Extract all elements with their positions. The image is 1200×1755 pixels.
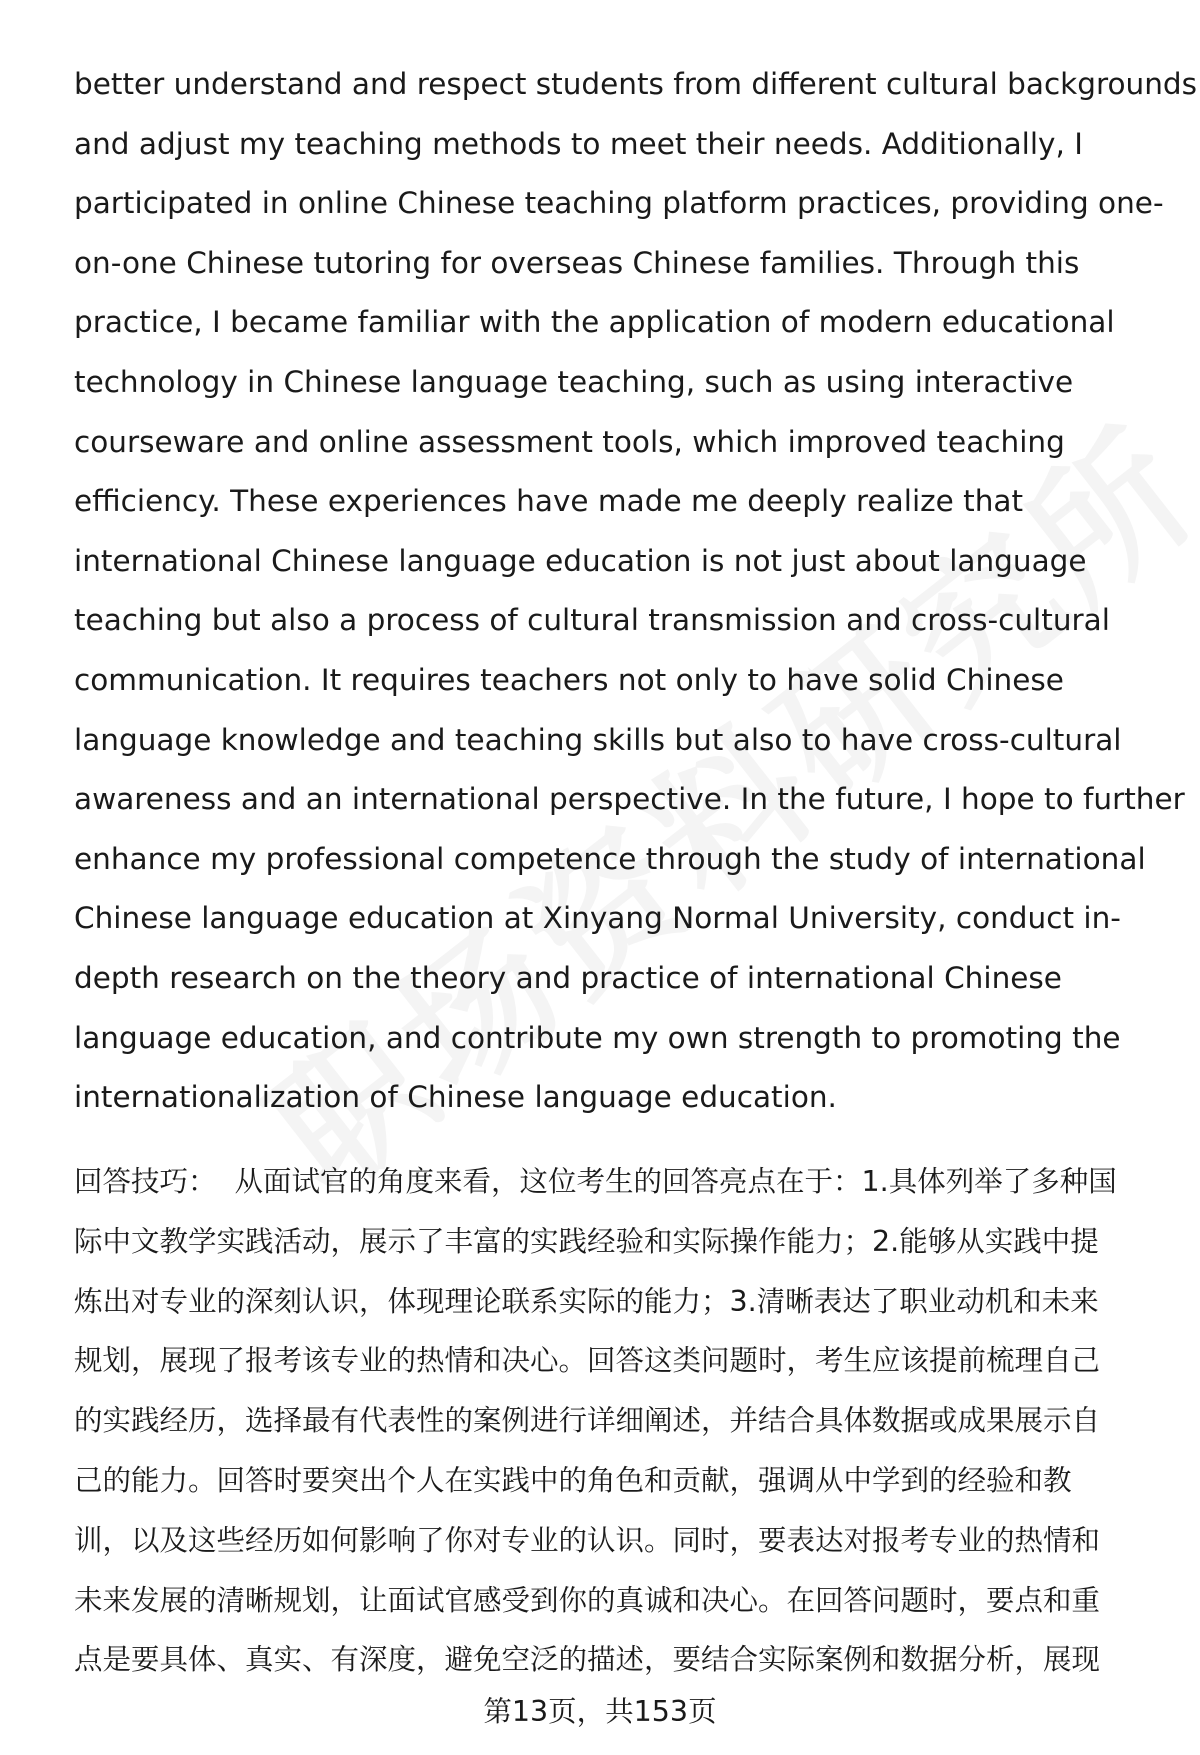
page-number-footer: 第13页，共153页 — [483, 1695, 717, 1728]
tips-line: 际中文教学实践活动，展示了丰富的实践经验和实际操作能力；2.能够从实践中提 — [74, 1224, 1099, 1258]
tips-line: 未来发展的清晰规划，让面试官感受到你的真诚和决心。在回答问题时，要点和重 — [74, 1583, 1101, 1617]
paragraph-line: enhance my professional competence through the study of international — [74, 841, 1146, 876]
paragraph-line: teaching but also a process of cultural transmission and cross-cultural — [74, 603, 1110, 638]
tips-first-line-text: 从面试官的角度来看，这位考生的回答亮点在于：1.具体列举了多种国 — [234, 1165, 1117, 1198]
paragraph-line: Chinese language education at Xinyang Normal University, conduct in- — [74, 901, 1121, 936]
answer-paragraph — [74, 55, 1198, 1128]
paragraph-line: participated in online Chinese teaching platform practices, providing one- — [74, 186, 1164, 221]
tips-label: 回答技巧： — [74, 1165, 217, 1198]
paragraph-line: better understand and respect students from different cultural backgrounds — [74, 67, 1198, 101]
paragraph-line: technology in Chinese language teaching, such as using interactive — [74, 364, 1074, 399]
tips-line: 训，以及这些经历如何影响了你对专业的认识。同时，要表达对报考专业的热情和 — [74, 1523, 1101, 1557]
paragraph-line: efficiency. These experiences have made me deeply realize that — [74, 484, 1024, 519]
paragraph-line: and adjust my teaching methods to meet their needs. Additionally, I — [74, 126, 1083, 161]
tips-line: 规划，展现了报考该专业的热情和决心。回答这类问题时，考生应该提前梳理自己 — [74, 1344, 1101, 1378]
paragraph-line: practice, I became familiar with the application of modern educational — [74, 305, 1115, 340]
paragraph-line: depth research on the theory and practice of international Chinese — [74, 960, 1062, 995]
paragraph-line: language education, and contribute my own strength to promoting the — [74, 1020, 1121, 1055]
tips-line: 的实践经历，选择最有代表性的案例进行详细阐述，并结合具体数据或成果展示自 — [74, 1404, 1101, 1438]
tips-line — [74, 1152, 1164, 1212]
paragraph-line: courseware and online assessment tools, which improved teaching — [74, 424, 1065, 459]
paragraph-line: awareness and an international perspective. In the future, I hope to further — [74, 782, 1185, 817]
paragraph-line: internationalization of Chinese language education. — [74, 1080, 837, 1115]
paragraph-line: language knowledge and teaching skills but also to have cross-cultural — [74, 722, 1122, 757]
paragraph-line: international Chinese language education is not just about language — [74, 543, 1087, 578]
answer-tips-section — [74, 1152, 1164, 1690]
paragraph-line: communication. It requires teachers not only to have solid Chinese — [74, 662, 1064, 697]
tips-line: 己的能力。回答时要突出个人在实践中的角色和贡献，强调从中学到的经验和教 — [74, 1463, 1072, 1497]
paragraph-line: on-one Chinese tutoring for overseas Chinese families. Through this — [74, 245, 1080, 280]
tips-line: 炼出对专业的深刻认识，体现理论联系实际的能力；3.清晰表达了职业动机和未来 — [74, 1284, 1099, 1318]
tips-line: 点是要具体、真实、有深度，避免空泛的描述，要结合实际案例和数据分析，展现 — [74, 1643, 1101, 1677]
